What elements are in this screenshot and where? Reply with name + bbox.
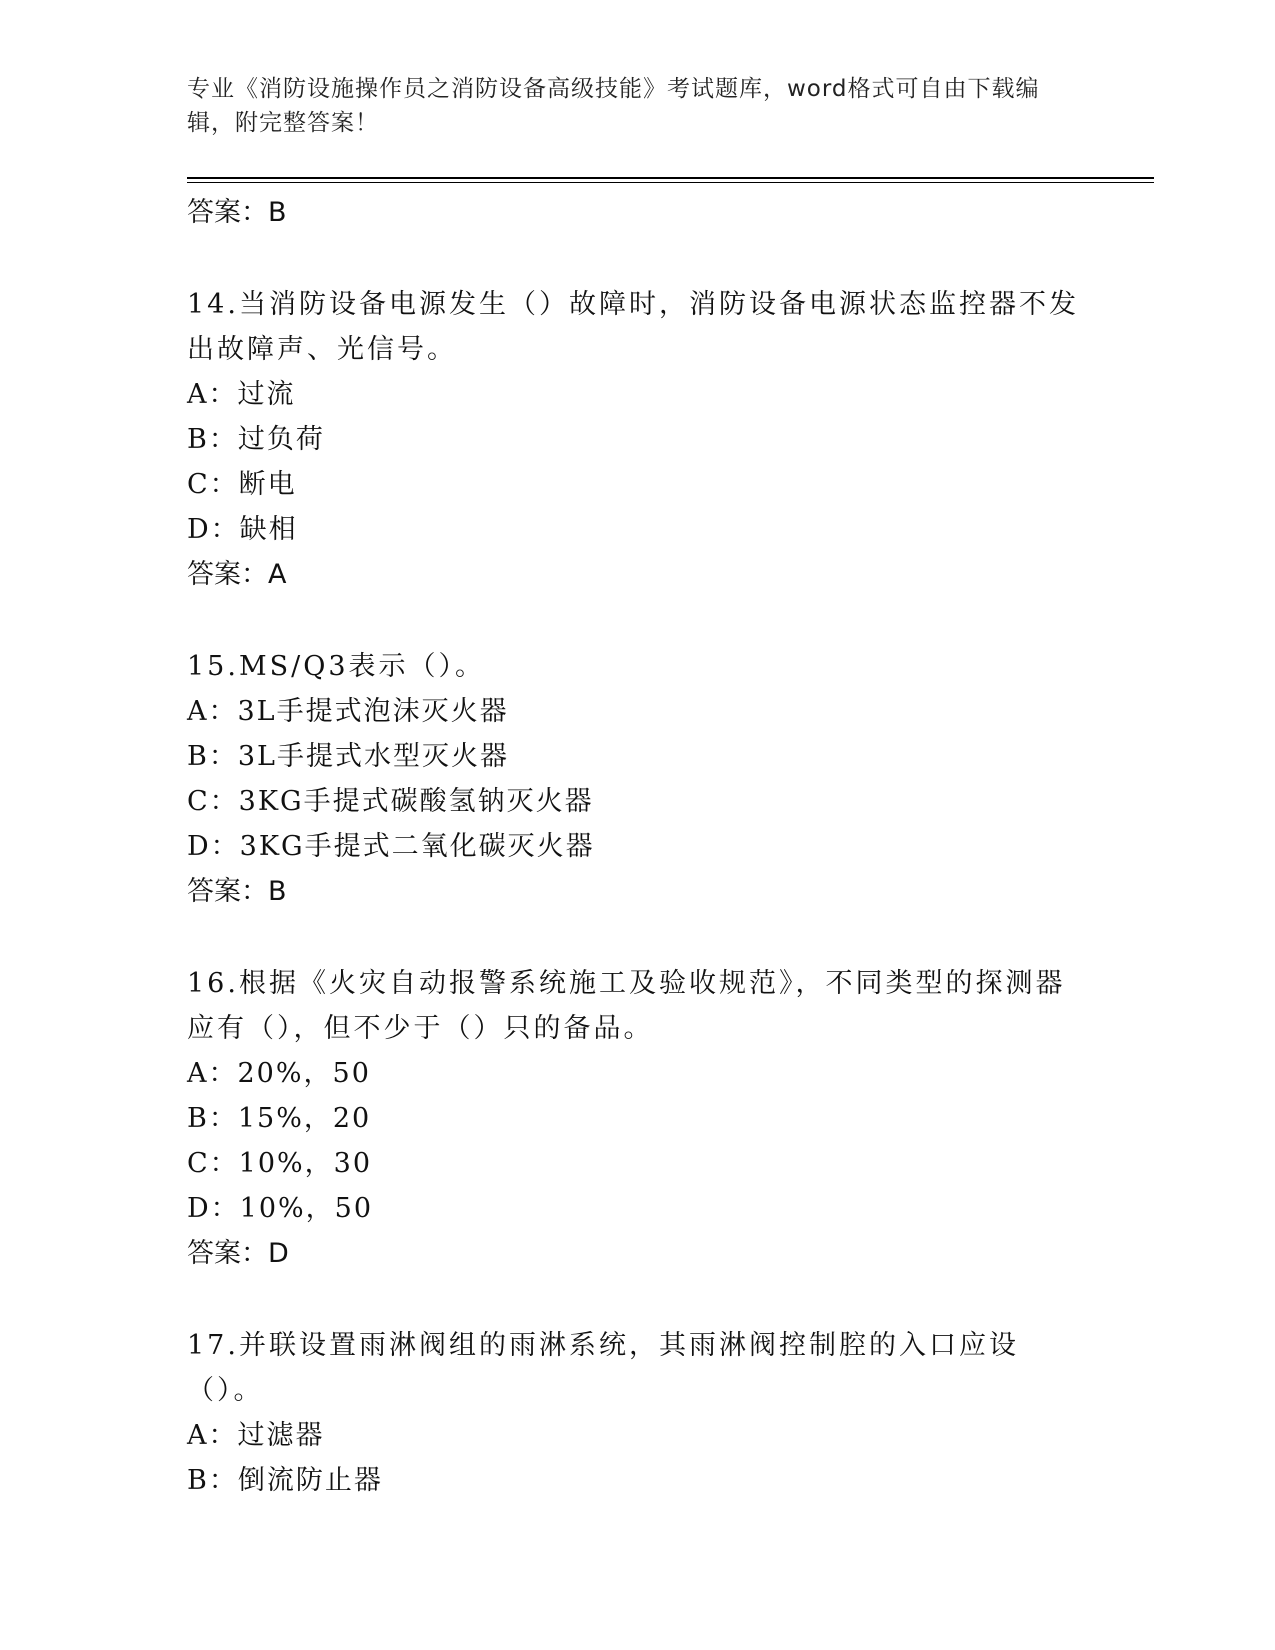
question-body: 根据《火灾自动报警系统施工及验收规范》，不同类型的探测器应有（），但不少于（）只的备品。 (187, 968, 1066, 1044)
answer-label: 答案： (187, 876, 268, 907)
option-b: B：15%，20 (187, 1103, 372, 1134)
option-c: C：10%，30 (187, 1148, 373, 1179)
answer-line (187, 552, 1087, 598)
question-item (187, 282, 1087, 598)
question-text (187, 1323, 1087, 1413)
option-a: A：20%，50 (187, 1058, 371, 1089)
question-number: 15. (187, 651, 239, 682)
answer-value: D (268, 1238, 289, 1269)
page-header: 专业《消防设施操作员之消防设备高级技能》考试题库，word格式可自由下载编辑，附完整答案！ (187, 76, 1040, 136)
question-body: 当消防设备电源发生（）故障时，消防设备电源状态监控器不发出故障声、光信号。 (187, 289, 1079, 365)
option-a: A：过滤器 (187, 1420, 325, 1451)
question-text (187, 644, 1087, 689)
answer-line (187, 1231, 1087, 1277)
option-d: D：缺相 (187, 514, 298, 545)
answer-label: 答案： (187, 1238, 268, 1269)
option-c: C：3KG手提式碳酸氢钠灭火器 (187, 786, 594, 817)
question-number: 16. (187, 968, 239, 999)
option-d: D：3KG手提式二氧化碳灭火器 (187, 831, 595, 862)
answer-value: B (268, 197, 287, 228)
question-number: 14. (187, 289, 239, 320)
answer-line (187, 190, 1087, 236)
option-b: B：过负荷 (187, 424, 325, 455)
header-divider (187, 177, 1154, 179)
answer-line (187, 869, 1087, 915)
question-item (187, 1323, 1087, 1503)
question-item (187, 961, 1087, 1277)
answer-label: 答案： (187, 197, 268, 228)
question-text (187, 282, 1087, 372)
option-a: A：3L手提式泡沫灭火器 (187, 696, 509, 727)
header-divider-thin (187, 182, 1154, 183)
question-item (187, 644, 1087, 915)
question-text (187, 961, 1087, 1051)
option-c: C：断电 (187, 469, 297, 500)
option-d: D：10%，50 (187, 1193, 374, 1224)
question-list (187, 190, 1087, 1503)
answer-label: 答案： (187, 559, 268, 590)
question-body: 并联设置雨淋阀组的雨淋系统，其雨淋阀控制腔的入口应设（）。 (187, 1330, 1019, 1406)
option-b: B：3L手提式水型灭火器 (187, 741, 509, 772)
option-b: B：倒流防止器 (187, 1465, 383, 1496)
answer-value: A (268, 559, 287, 590)
question-number: 17. (187, 1330, 239, 1361)
option-a: A：过流 (187, 379, 296, 410)
question-body: MS/Q3表示（）。 (238, 651, 486, 682)
answer-value: B (268, 876, 287, 907)
